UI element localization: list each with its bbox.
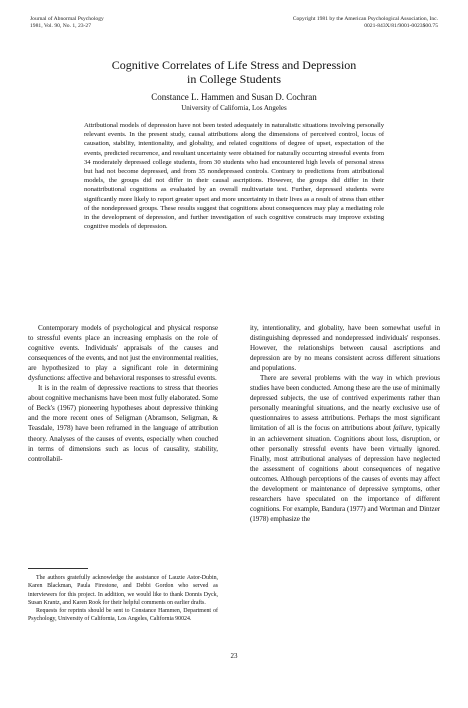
copyright-notice: Copyright 1981 by the American Psychological Association, Inc. bbox=[292, 16, 438, 22]
paragraph bbox=[250, 373, 440, 524]
footnote-acknowledgment: The authors gratefully acknowledge the assistance of Lauzie Astor-Dubin, Karen Blackman, Paula Firestone, and Debbi Gordon who served as interviewers for this project. In addition, we would like to thank Donnis Dyck, Susan Krantz, and Karen Rook for their helpful comments on earlier drafts. bbox=[28, 575, 218, 606]
title-line-1: Cognitive Correlates of Life Stress and Depression bbox=[111, 58, 357, 72]
title-line-2: in College Students bbox=[187, 72, 281, 86]
affiliation: University of California, Los Angeles bbox=[181, 104, 287, 112]
journal-name: Journal of Abnormal Psychology bbox=[30, 16, 104, 22]
paragraph: Contemporary models of psychological and physical response to stressful events place an increasing emphasis on the role of cognitive events. Individuals' appraisals of the causes and consequences of the events, and not just the environmental realities, are hypothesized to play a significant role in determining dysfunctions: affective and behavioral responses to stressful events. bbox=[28, 324, 218, 383]
journal-volume: 1981, Vol. 90, No. 1, 23-27 bbox=[30, 23, 92, 29]
paragraph: ity, intentionality, and globality, have been somewhat useful in distinguishing depressed and nondepressed individuals' responses. However, the relationships between causal ascriptions and depression are by no means consistent across different situations and populations. bbox=[250, 324, 440, 373]
page-number: 23 bbox=[230, 652, 238, 660]
running-header bbox=[30, 16, 438, 30]
emphasis-text: failure bbox=[393, 424, 412, 433]
footnotes bbox=[28, 574, 218, 624]
footnote-divider bbox=[28, 568, 88, 569]
paragraph-text: There are several problems with the way in which previous studies have been conducted. Among these are the use of minimally depressed subjects, the use of contrived experiments rather than personally meaningful situations, and the nearly exclusive use of questionnaires to assess attributions. Perhaps the most significant limitation of all is the focus on attributions about bbox=[250, 374, 440, 433]
paragraph-text: , typically in an achievement situation. Cognitions about loss, disruption, or other personally stressful events have been virtually ignored. Finally, most attributional analyses of depression have neglected the assessment of cognitions about consequences of negative outcomes. Although perceptions of the causes of events may affect the development or maintenance of depressive symptoms, other researchers have speculated on the importance of different cognitions. For example, Bandura (1977) and Wortman and Dintzer (1978) emphasize the bbox=[250, 424, 440, 523]
header-copyright-block bbox=[293, 16, 438, 30]
header-journal-block bbox=[30, 16, 104, 30]
issn-code: 0021-843X/81/9001-0023$00.75 bbox=[364, 23, 438, 29]
body-column-left bbox=[28, 323, 218, 464]
authors: Constance L. Hammen and Susan D. Cochran bbox=[151, 92, 317, 102]
body-column-right bbox=[250, 323, 440, 524]
article-title bbox=[30, 58, 438, 86]
paragraph: It is in the realm of depressive reactions to stress that theories about cognitive mechanisms have been most fully elaborated. Some of Beck's (1967) pioneering hypotheses about depressive thinking and the more recent ones of Seligman (Abramson, Seligman, & Teasdale, 1978) have been reframed in the language of attribution theory. Analyses of the causes of events, especially when couched in terms of dimensions such as locus of causality, stability, controllabil- bbox=[28, 384, 218, 463]
footnote-reprints: Requests for reprints should be sent to Constance Hammen, Department of Psychology, University of California, Los Angeles, California 90024. bbox=[28, 608, 218, 623]
abstract: Attributional models of depression have not been tested adequately in naturalistic situations involving personally relevant events. In the present study, causal attributions along the dimensions of perceived control, locus of causation, stability, intentionality, and globality, and related cognitions of degree of upset, expectation of the events, predicted recurrence, and resultant uncertainty were obtained for naturally occurring stressful events from 34 moderately depressed college students, from 30 students who had encountered high levels of personal stress but had not become depressed, and from 35 nondepressed controls. Contrary to predictions from attributional models, the groups did not differ in their causal ascriptions. However, the groups did differ in their nonattributional cognitions as evaluated by an overall multivariate test. Further, depressed students were significantly more likely to report greater upset and more uncertainty in their lives as a result of stress than either of the nondepressed groups. These results suggest that cognitions about consequences may play a mediating role in the development of depression, and further investigation of such cognitive constructs may improve existing cognitive models of depression. bbox=[84, 122, 384, 231]
